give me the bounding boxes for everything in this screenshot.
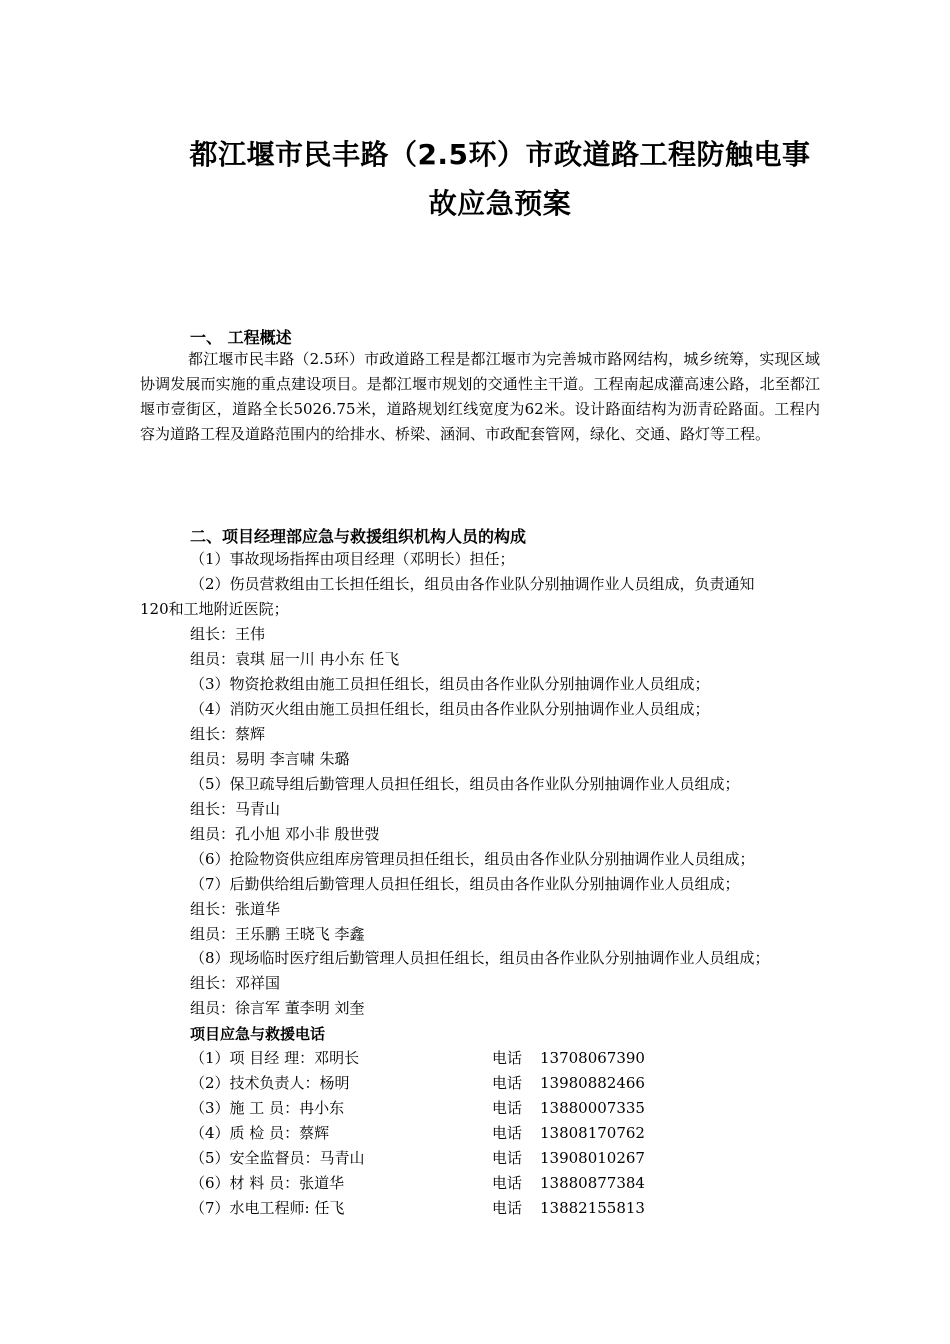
phone-number: 13908010267 [540, 1149, 645, 1167]
org-line: 组员：徐言军 董李明 刘奎 [190, 999, 365, 1017]
contact-row [190, 1046, 645, 1071]
contact-role: （2）技术负责人：杨明 [190, 1074, 350, 1092]
org-line: （5）保卫疏导组后勤管理人员担任组长，组员由各作业队分别抽调作业人员组成； [190, 775, 740, 793]
org-line: 组员：易明 李言啸 朱璐 [190, 750, 350, 768]
phone-label: 电话 [492, 1124, 523, 1142]
phone-number: 13808170762 [540, 1124, 645, 1142]
section1-paragraph: 都江堰市民丰路（2.5环）市政道路工程是都江堰市为完善城市路网结构，城乡统筹，实现区域协调发展而实施的重点建设项目。是都江堰市规划的交通性主干道。工程南起成灌高速公路，北至都江堰市壹街区，道路全长5026.75米，道路规划红线宽度为62米。设计路面结构为沥青砼路面。工程内容为道路工程及道路范围内的给排水、桥梁、涵洞、市政配套管网，绿化、交通、路灯等工程。 [140, 350, 820, 443]
contact-role: （7）水电工程师: 任飞 [190, 1199, 345, 1217]
contact-role: （4）质 检 员：蔡辉 [190, 1124, 330, 1142]
contact-role: （3）施 工 员：冉小东 [190, 1099, 345, 1117]
org-line: 120和工地附近医院； [140, 600, 289, 618]
org-line: 组员：袁琪 屈一川 冉小东 任飞 [190, 650, 400, 668]
contact-row [190, 1146, 645, 1171]
org-line: （2）伤员营救组由工长担任组长，组员由各作业队分别抽调作业人员组成，负责通知 [190, 575, 755, 593]
contact-row [190, 1121, 645, 1146]
org-line: 组长：王伟 [190, 625, 266, 643]
phone-label: 电话 [492, 1149, 523, 1167]
phone-number: 13880007335 [540, 1099, 645, 1117]
phone-label: 电话 [492, 1174, 523, 1192]
section2-heading: 二、项目经理部应急与救援组织机构人员的构成 [190, 527, 527, 546]
org-line: 组长：邓祥国 [190, 974, 281, 992]
org-line: （6）抢险物资供应组库房管理员担任组长，组员由各作业队分别抽调作业人员组成； [190, 850, 755, 868]
org-line: 组长：张道华 [190, 900, 281, 918]
section1-heading: 一、 工程概述 [190, 328, 292, 347]
contact-role: （6）材 料 员：张道华 [190, 1174, 345, 1192]
org-line: （4）消防灭火组由施工员担任组长，组员由各作业队分别抽调作业人员组成； [190, 700, 710, 718]
document-title-line1: 都江堰市民丰路（2.5环）市政道路工程防触电事 [189, 138, 811, 171]
phone-label: 电话 [492, 1099, 523, 1117]
phone-number: 13980882466 [540, 1074, 645, 1092]
phone-number: 13882155813 [540, 1199, 645, 1217]
document-title-line2: 故应急预案 [428, 187, 572, 220]
phone-label: 电话 [492, 1074, 523, 1092]
org-line: 组员：孔小旭 邓小非 殷世弢 [190, 825, 380, 843]
phone-label: 电话 [492, 1049, 523, 1067]
contact-row [190, 1096, 645, 1121]
contact-row [190, 1171, 645, 1196]
org-line: （7）后勤供给组后勤管理人员担任组长，组员由各作业队分别抽调作业人员组成； [190, 875, 740, 893]
phone-number: 13708067390 [540, 1049, 645, 1067]
org-line: 组长：蔡辉 [190, 725, 266, 743]
contact-role: （1）项 目经 理：邓明长 [190, 1049, 360, 1067]
org-line: （1）事故现场指挥由项目经理（邓明长）担任； [190, 550, 515, 568]
org-line: （8）现场临时医疗组后勤管理人员担任组长，组员由各作业队分别抽调作业人员组成； [190, 949, 770, 967]
contacts-heading: 项目应急与救援电话 [190, 1025, 326, 1043]
contact-row [190, 1196, 645, 1221]
org-line: 组员：王乐鹏 王晓飞 李鑫 [190, 925, 365, 943]
org-line: 组长：马青山 [190, 800, 281, 818]
contact-row [190, 1071, 645, 1096]
org-line: （3）物资抢救组由施工员担任组长，组员由各作业队分别抽调作业人员组成； [190, 675, 710, 693]
contact-role: （5）安全监督员：马青山 [190, 1149, 365, 1167]
phone-label: 电话 [492, 1199, 523, 1217]
phone-number: 13880877384 [540, 1174, 645, 1192]
